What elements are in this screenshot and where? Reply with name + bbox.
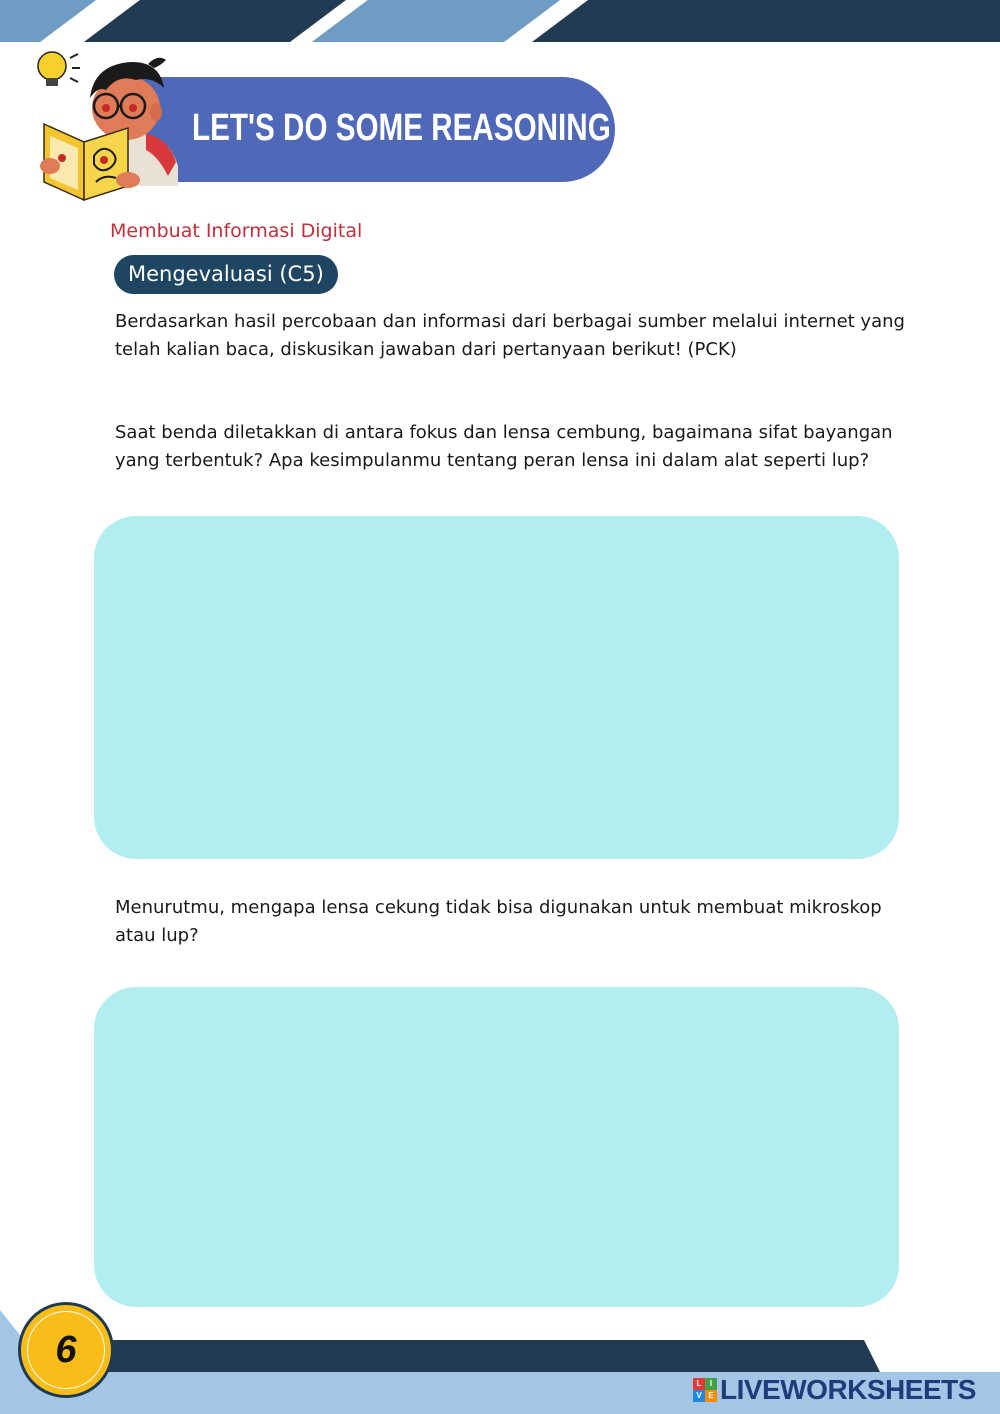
- question-2: Menurutmu, mengapa lensa cekung tidak bisa digunakan untuk membuat mikroskop atau lup?: [115, 897, 882, 946]
- liveworksheets-logo: [693, 1372, 976, 1408]
- logo-letter-i: I: [705, 1378, 717, 1390]
- logo-letter-l: L: [693, 1378, 705, 1390]
- page-title: LET'S DO SOME REASONING: [192, 107, 611, 149]
- intro-paragraph: Berdasarkan hasil percobaan dan informasi dari berbagai sumber melalui internet yang telah kalian baca, diskusikan jawaban dari pertanyaan berikut! (PCK): [115, 311, 905, 360]
- liveworksheets-logo-text: LIVEWORKSHEETS: [720, 1374, 976, 1405]
- answer-box-2[interactable]: [94, 987, 899, 1307]
- top-decorative-band: [0, 0, 1000, 42]
- logo-letter-v: V: [693, 1390, 705, 1402]
- section-label: Membuat Informasi Digital: [110, 220, 363, 242]
- liveworksheets-grid-icon: [693, 1378, 717, 1402]
- page-number: 6: [55, 1329, 77, 1371]
- page-number-badge: [18, 1302, 114, 1398]
- level-badge: Mengevaluasi (C5): [114, 255, 338, 294]
- question-1: Saat benda diletakkan di antara fokus dan lensa cembung, bagaimana sifat bayangan yang terbentuk? Apa kesimpulanmu tentang peran lensa ini dalam alat seperti lup?: [115, 422, 893, 471]
- answer-box-1[interactable]: [94, 516, 899, 859]
- logo-letter-e: E: [705, 1390, 717, 1402]
- reading-boy-with-lightbulb-icon: [28, 46, 188, 206]
